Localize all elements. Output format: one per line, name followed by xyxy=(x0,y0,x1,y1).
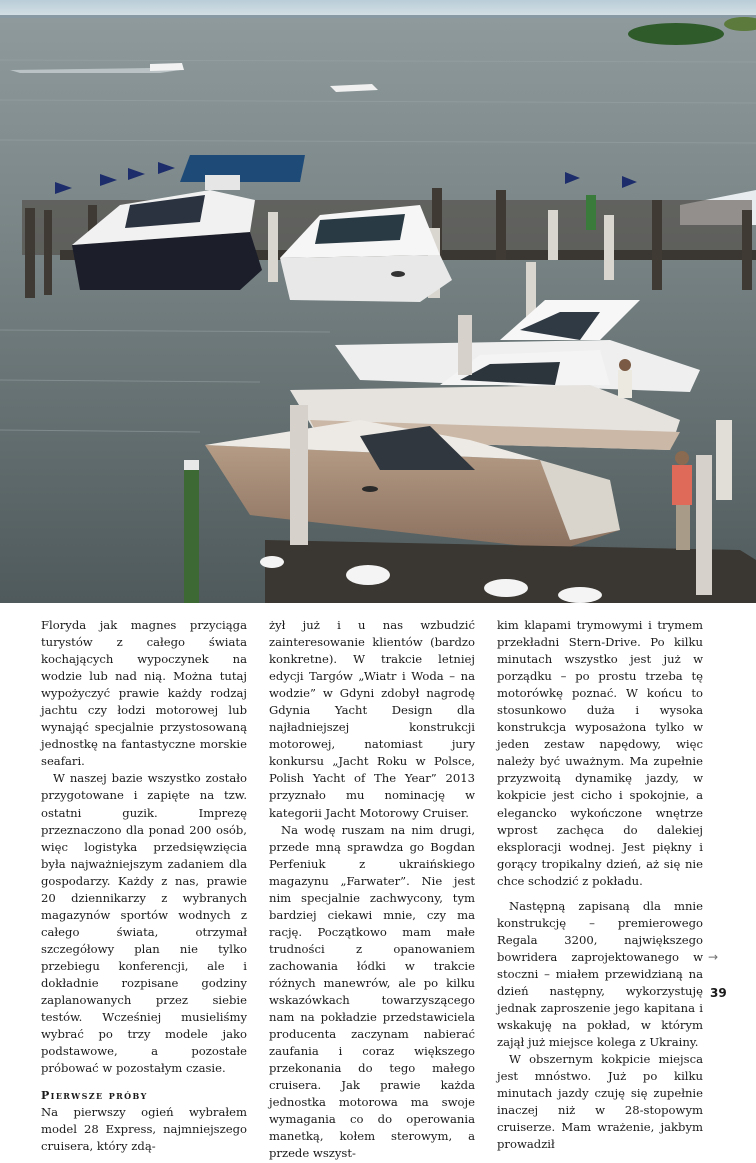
paragraph: Floryda jak magnes przyciąga turystów z całego świata kochających wypoczynek na wodzie lub nad nią. Można tutaj wypożyczyć prawie każdy rodzaj jachtu czy łodzi motorowej lub wynająć specjalnie przystosowaną jednostkę na fantastyczne morskie seafari. xyxy=(41,618,247,769)
article-column-2 xyxy=(269,617,475,1163)
continue-arrow-icon: → xyxy=(708,950,719,964)
green-post xyxy=(184,465,199,603)
paragraph: żył już i u nas wzbudzić zainteresowanie klientów (bardzo konkretne). W trakcie letniej edycji Targów „Wiatr i Woda – na wodzie” w Gdyni zdobył nagrodę Gdynia Yacht Design dla najładniejszej konstrukcji motorowej, natomiast jury konkursu „Jacht Roku w Polsce, Polish Yacht of The Year” 2013 przyznało mu nominację w kategorii Jacht Motorowy Cruiser. xyxy=(269,618,475,820)
distant-boat xyxy=(150,63,184,71)
article-column-3 xyxy=(497,617,703,1153)
page-number: 39 xyxy=(710,986,727,1000)
person-on-boat xyxy=(618,359,632,398)
canopy xyxy=(180,155,305,182)
paragraph: kim klapami trymowymi i trymem przekładni Stern-Drive. Po kilku minutach wszystko jest już w porządku – po prostu trzeba tę motorówkę poznać. W końcu to stosunkowo duża i wysoka konstrukcja wyposażona tylko w jeden zestaw napędowy, więc należy być uważnym. Ma zupełnie przyzwoitą dynamikę jazdy, w kokpicie jest cicho i spokojnie, a elegancko wykończone wnętrze wprost zachęca do dalekiej eksploracji wodnej. Jest piękny i gorący tropikalny dzień, aż się nie chce schodzić z pokładu. xyxy=(497,618,703,888)
section-subheading: Pierwsze próby xyxy=(41,1089,148,1103)
paragraph: W naszej bazie wszystko zostało przygotowane i zapięte na tzw. ostatni guzik. Imprezę przeznaczono dla ponad 200 osób, więc logistyka przedsięwzięcia była najważniejszym zadaniem dla gospodarzy. Każdy z nas, prawie 20 dziennikarzy z wybranych magazynów sportów wodnych z całego świata, otrzymał szczegółowy plan nie tylko przebiegu konferencji, ale i dokładnie rozpisane godziny zaplanowanych przez siebie testów. Wcześniej musieliśmy wybrać po trzy modele jako podstawowe, a pozostałe próbować w pozostałym czasie. xyxy=(41,771,247,1076)
article-column-1 xyxy=(41,617,247,1155)
paragraph: Na wodę ruszam na nim drugi, przede mną sprawdza go Bogdan Perfeniuk z ukraińskiego magazynu „Farwater”. Nie jest nim specjalnie zachwycony, tym bardziej ciekawi mnie, czy ma rację. Początkowo mam małe trudności z opanowaniem zachowania łódki w trakcie różnych manewrów, ale po kilku wskazówkach towarzyszącego nam na pokładzie przedstawiciela producenta zaczynam nabierać zaufania i coraz większego przekonania do tego małego cruisera. Jak prawie każda jednostka motorowa ma swoje wymagania co do operowania manetką, kołem sterowym, a przede wszyst- xyxy=(269,822,475,1161)
paragraph: Następną zapisaną dla mnie konstrukcję – premierowego Regala 3200, największego bowridera zaprojektowanego w stoczni – miałem przewidzianą na dzień następny, wykorzystuję jednak zaproszenie jego kapitana i wskakuję na pokład, w którym zajął już miejsce kolega z Ukrainy. xyxy=(497,898,703,1050)
paragraph: W obszernym kokpicie miejsca jest mnóstwo. Już po kilku minutach jazdy czuję się zupełnie inaczej niż w 28-stopowym cruiserze. Mam wrażenie, jakbym prowadził xyxy=(497,1052,703,1152)
paragraph: Na pierwszy ogień wybrałem model 28 Express, najmniejszego cruisera, który zdą- xyxy=(41,1105,247,1154)
island xyxy=(628,23,724,45)
